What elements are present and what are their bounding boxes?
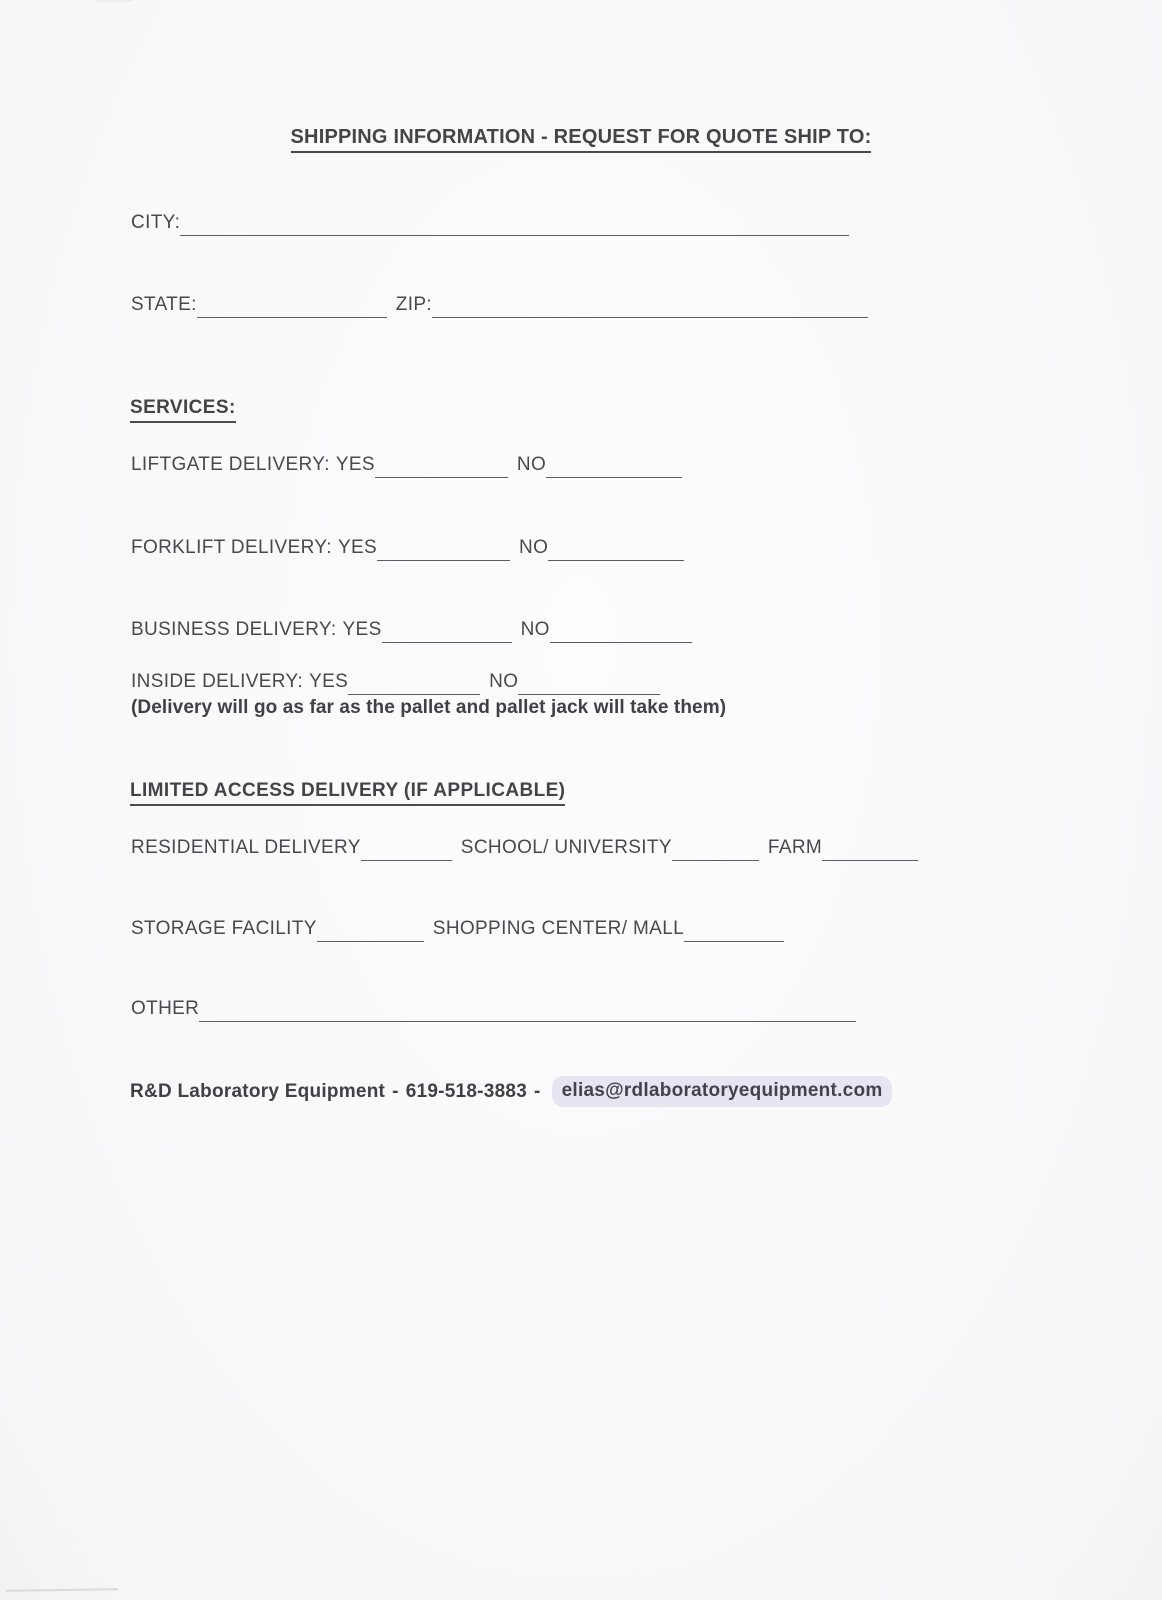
shopping-center-mall-label: SHOPPING CENTER/ MALL bbox=[432, 918, 685, 939]
city-blank-line bbox=[180, 209, 849, 236]
inside-no-label: NO bbox=[489, 671, 519, 692]
storage-facility-label: STORAGE FACILITY bbox=[131, 918, 317, 939]
state-zip-field-row bbox=[131, 291, 868, 318]
city-field-row bbox=[131, 209, 849, 236]
services-section-heading-row bbox=[130, 396, 236, 423]
limited-access-heading-row bbox=[130, 779, 565, 806]
forklift-delivery-row bbox=[131, 534, 684, 561]
other-blank-line bbox=[199, 995, 856, 1022]
email-address: elias@rdlaboratoryequipment.com bbox=[552, 1076, 893, 1107]
residential-school-farm-row bbox=[131, 834, 918, 861]
shopping-center-mall-blank-line bbox=[684, 915, 784, 942]
footer-dash-1: - bbox=[392, 1080, 399, 1102]
inside-delivery-note: (Delivery will go as far as the pallet and pallet jack will take them) bbox=[131, 697, 727, 718]
document-title: SHIPPING INFORMATION - REQUEST FOR QUOTE SHIP TO: bbox=[291, 126, 872, 153]
liftgate-delivery-label: LIFTGATE DELIVERY: bbox=[131, 454, 330, 475]
other-label: OTHER bbox=[131, 998, 200, 1019]
state-label: STATE: bbox=[131, 294, 197, 315]
business-yes-blank-line bbox=[382, 616, 512, 643]
forklift-delivery-label: FORKLIFT DELIVERY: bbox=[131, 537, 332, 558]
business-delivery-label: BUSINESS DELIVERY: bbox=[131, 619, 337, 640]
business-no-blank-line bbox=[550, 616, 692, 643]
company-name: R&D Laboratory Equipment bbox=[130, 1080, 386, 1102]
city-label: CITY: bbox=[131, 212, 181, 233]
school-university-label: SCHOOL/ UNIVERSITY bbox=[460, 837, 672, 858]
business-yes-label: YES bbox=[342, 619, 382, 640]
footer-contact-row bbox=[130, 1076, 892, 1107]
storage-shopping-row bbox=[131, 915, 784, 942]
inside-no-blank-line bbox=[518, 668, 660, 695]
farm-label: FARM bbox=[767, 837, 823, 858]
liftgate-yes-blank-line bbox=[375, 451, 508, 478]
business-delivery-row bbox=[131, 616, 692, 643]
liftgate-delivery-row bbox=[131, 451, 682, 478]
forklift-no-blank-line bbox=[548, 534, 684, 561]
inside-yes-blank-line bbox=[348, 668, 480, 695]
storage-facility-blank-line bbox=[317, 915, 424, 942]
document-title-row bbox=[0, 126, 1162, 153]
scan-artifact-line bbox=[6, 1588, 118, 1591]
inside-delivery-row bbox=[131, 668, 660, 695]
services-heading: SERVICES: bbox=[130, 396, 236, 423]
liftgate-yes-label: YES bbox=[335, 454, 375, 475]
forklift-yes-blank-line bbox=[377, 534, 510, 561]
business-no-label: NO bbox=[520, 619, 550, 640]
liftgate-no-label: NO bbox=[516, 454, 547, 475]
farm-blank-line bbox=[822, 834, 918, 861]
limited-access-heading: LIMITED ACCESS DELIVERY (IF APPLICABLE) bbox=[130, 779, 565, 806]
forklift-no-label: NO bbox=[519, 537, 549, 558]
forklift-yes-label: YES bbox=[337, 537, 378, 558]
phone-number: 619-518-3883 bbox=[405, 1080, 528, 1102]
liftgate-no-blank-line bbox=[546, 451, 682, 478]
footer-dash-2: - bbox=[534, 1080, 541, 1102]
zip-label: ZIP: bbox=[395, 294, 433, 315]
other-field-row bbox=[131, 995, 856, 1022]
state-blank-line bbox=[197, 291, 387, 318]
residential-blank-line bbox=[361, 834, 452, 861]
inside-delivery-label: INSIDE DELIVERY: bbox=[131, 671, 304, 692]
scan-artifact-speck bbox=[95, 0, 133, 2]
residential-delivery-label: RESIDENTIAL DELIVERY bbox=[131, 837, 361, 858]
inside-yes-label: YES bbox=[309, 671, 349, 692]
zip-blank-line bbox=[432, 291, 868, 318]
school-university-blank-line bbox=[672, 834, 759, 861]
